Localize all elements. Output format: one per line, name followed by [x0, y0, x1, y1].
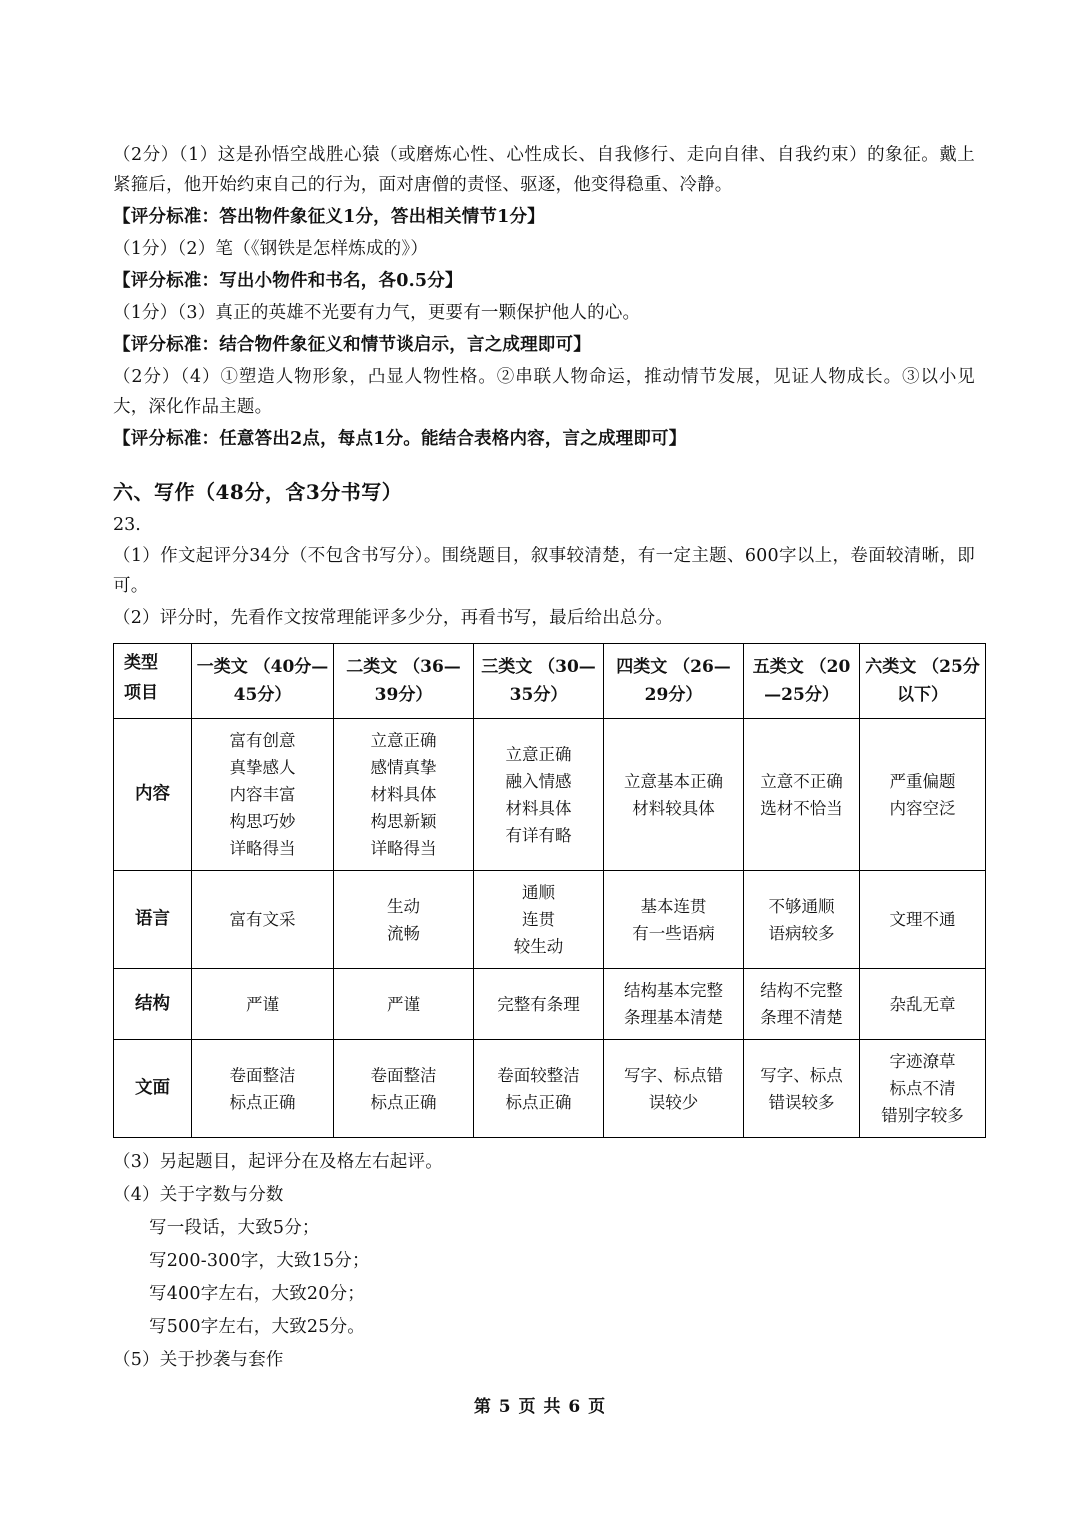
table-row: [114, 969, 986, 1040]
table-row: [114, 719, 986, 871]
scoring-rubric-table: [113, 643, 986, 1138]
rubric-cell: [744, 1040, 860, 1138]
cell-line: 错别字较多: [881, 1106, 964, 1125]
column-title: 四类文: [616, 657, 668, 677]
column-range: （30—35分）: [509, 657, 596, 705]
column-header: [334, 644, 474, 719]
cell-line: 立意正确: [505, 744, 572, 764]
cell-line: 文理不通: [889, 910, 956, 929]
intro-paragraph-1: （1）作文起评分34分（不包含书写分）。围绕题目，叙事较清楚，有一定主题、600字以上，卷面较清晰，即可。: [113, 546, 975, 596]
rubric-cell: [744, 871, 860, 969]
note-line: 写一段话，大致5分；: [149, 1218, 320, 1238]
cell-line: 错误较多: [768, 1092, 835, 1112]
cell-line: 融入情感: [505, 771, 572, 791]
rubric-cell: [860, 1040, 986, 1138]
row-header: 语言: [114, 871, 192, 969]
cell-line: 条理基本清楚: [624, 1008, 723, 1027]
column-title: 六类文: [865, 657, 917, 677]
rubric-cell: [192, 969, 334, 1040]
note-line: 写500字左右，大致25分。: [149, 1317, 365, 1337]
note-line: （5）关于抄袭与套作: [113, 1350, 284, 1370]
cell-line: 材料较具体: [632, 798, 715, 818]
note-line: 写400字左右，大致20分；: [149, 1284, 365, 1304]
cell-line: 卷面整洁: [370, 1065, 437, 1085]
page-content: [113, 140, 980, 1377]
cell-line: 通顺: [522, 883, 555, 902]
rubric-cell: [604, 1040, 744, 1138]
table-header-row: [114, 644, 986, 719]
corner-label-item: 项目: [124, 683, 158, 703]
rubric-cell: [474, 719, 604, 871]
rubric-cell: [860, 969, 986, 1040]
rubric-cell: [192, 719, 334, 871]
cell-line: 条理不清楚: [760, 1008, 843, 1027]
cell-line: 写字、标点错: [624, 1065, 723, 1085]
rubric-cell: [192, 871, 334, 969]
cell-line: 富有创意: [229, 731, 296, 750]
column-header: [474, 644, 604, 719]
cell-line: 写字、标点: [760, 1065, 843, 1085]
answer-paragraph: （1分）（3）真正的英雄不光要有力气，更要有一颗保护他人的心。: [113, 303, 641, 323]
rubric-cell: [334, 871, 474, 969]
cell-line: 不够通顺: [768, 896, 835, 916]
rubric-cell: [474, 969, 604, 1040]
cell-line: 杂乱无章: [889, 994, 956, 1014]
rubric-cell: [604, 969, 744, 1040]
notes-list: [113, 1146, 975, 1377]
cell-line: 有详有略: [505, 825, 572, 845]
cell-line: 材料具体: [505, 798, 572, 818]
answer-paragraph: （2分）（4）①塑造人物形象，凸显人物性格。②串联人物命运，推动情节发展，见证人物成长。③以小见大，深化作品主题。: [113, 367, 975, 417]
rubric-cell: [860, 719, 986, 871]
cell-line: 误较少: [648, 1092, 699, 1112]
cell-line: 富有文采: [229, 910, 296, 929]
table-row: [114, 871, 986, 969]
cell-line: 结构不完整: [760, 981, 843, 1000]
cell-line: 内容空泛: [889, 798, 956, 818]
answer-paragraph: （1分）（2）笔（《钢铁是怎样炼成的》）: [113, 239, 429, 259]
column-title: 五类文: [752, 657, 804, 677]
column-header: [744, 644, 860, 719]
scoring-criteria: 【评分标准：结合物件象征义和情节谈启示，言之成理即可】: [113, 335, 591, 355]
cell-line: 生动: [387, 896, 420, 916]
answer-paragraph: （2分）（1）这是孙悟空战胜心猿（或磨炼心性、心性成长、自我修行、走向自律、自我约束）的象征。戴上紧箍后，他开始约束自己的行为，面对唐僧的责怪、驱逐，他变得稳重、冷静。: [113, 145, 975, 195]
page-footer: 第 5 页 共 6 页: [473, 1397, 607, 1417]
rubric-cell: [604, 719, 744, 871]
rubric-cell: [334, 719, 474, 871]
cell-line: 感情真挚: [370, 758, 437, 777]
cell-line: 结构基本完整: [624, 981, 723, 1000]
rubric-cell: [192, 1040, 334, 1138]
cell-line: 卷面较整洁: [497, 1065, 580, 1085]
column-range: （20—25分）: [764, 657, 851, 705]
table-row: [114, 1040, 986, 1138]
column-title: 一类文: [196, 657, 248, 677]
section-heading: 六、写作（48分，含3分书写）: [113, 480, 403, 504]
column-range: （40分—45分）: [233, 657, 329, 705]
cell-line: 字迹潦草: [889, 1052, 956, 1071]
question-number: 23.: [113, 515, 141, 535]
cell-line: 严重偏题: [889, 771, 956, 791]
column-title: 二类文: [346, 657, 398, 677]
table-corner-cell: [114, 644, 192, 719]
intro-paragraph-2: （2）评分时，先看作文按常理能评多少分，再看书写，最后给出总分。: [113, 608, 674, 628]
cell-line: 流畅: [387, 923, 420, 943]
cell-line: 详略得当: [370, 839, 437, 858]
scoring-criteria: 【评分标准：答出物件象征义1分，答出相关情节1分】: [113, 207, 545, 227]
cell-line: 选材不恰当: [760, 798, 843, 818]
note-line: （3）另起题目，起评分在及格左右起评。: [113, 1152, 443, 1172]
cell-line: 内容丰富: [229, 785, 296, 804]
cell-line: 标点不清: [889, 1079, 956, 1098]
cell-line: 真挚感人: [229, 758, 296, 777]
rubric-cell: [334, 1040, 474, 1138]
cell-line: 构思新颖: [370, 812, 437, 831]
cell-line: 较生动: [513, 937, 564, 956]
note-line: 写200-300字，大致15分；: [149, 1251, 370, 1271]
cell-line: 完整有条理: [497, 994, 580, 1014]
rubric-cell: [744, 969, 860, 1040]
column-header: [604, 644, 744, 719]
cell-line: 构思巧妙: [229, 812, 296, 831]
cell-line: 材料具体: [370, 785, 437, 804]
cell-line: 标点正确: [505, 1092, 572, 1112]
rubric-cell: [604, 871, 744, 969]
rubric-cell: [860, 871, 986, 969]
cell-line: 立意基本正确: [624, 771, 723, 791]
cell-line: 立意不正确: [760, 771, 843, 791]
cell-line: 语病较多: [768, 923, 835, 943]
cell-line: 卷面整洁: [229, 1065, 296, 1085]
column-header: [860, 644, 986, 719]
scoring-criteria: 【评分标准：写出小物件和书名，各0.5分】: [113, 271, 463, 291]
row-header: 内容: [114, 719, 192, 871]
column-range: （26—29分）: [644, 657, 731, 705]
rubric-cell: [744, 719, 860, 871]
cell-line: 详略得当: [229, 839, 296, 858]
column-range: （25分以下）: [897, 657, 980, 705]
column-range: （36—39分）: [374, 657, 461, 705]
cell-line: 严谨: [387, 994, 420, 1014]
cell-line: 有一些语病: [632, 923, 715, 943]
rubric-cell: [474, 1040, 604, 1138]
cell-line: 严谨: [246, 994, 279, 1014]
row-header: 文面: [114, 1040, 192, 1138]
cell-line: 基本连贯: [640, 896, 707, 916]
scoring-criteria: 【评分标准：任意答出2点，每点1分。能结合表格内容，言之成理即可】: [113, 429, 687, 449]
cell-line: 标点正确: [229, 1092, 296, 1112]
rubric-cell: [474, 871, 604, 969]
cell-line: 连贯: [522, 910, 555, 929]
column-title: 三类文: [481, 657, 533, 677]
column-header: [192, 644, 334, 719]
rubric-cell: [334, 969, 474, 1040]
cell-line: 标点正确: [370, 1092, 437, 1112]
corner-label-type: 类型: [124, 653, 158, 673]
cell-line: 立意正确: [370, 731, 437, 750]
row-header: 结构: [114, 969, 192, 1040]
note-line: （4）关于字数与分数: [113, 1185, 284, 1205]
